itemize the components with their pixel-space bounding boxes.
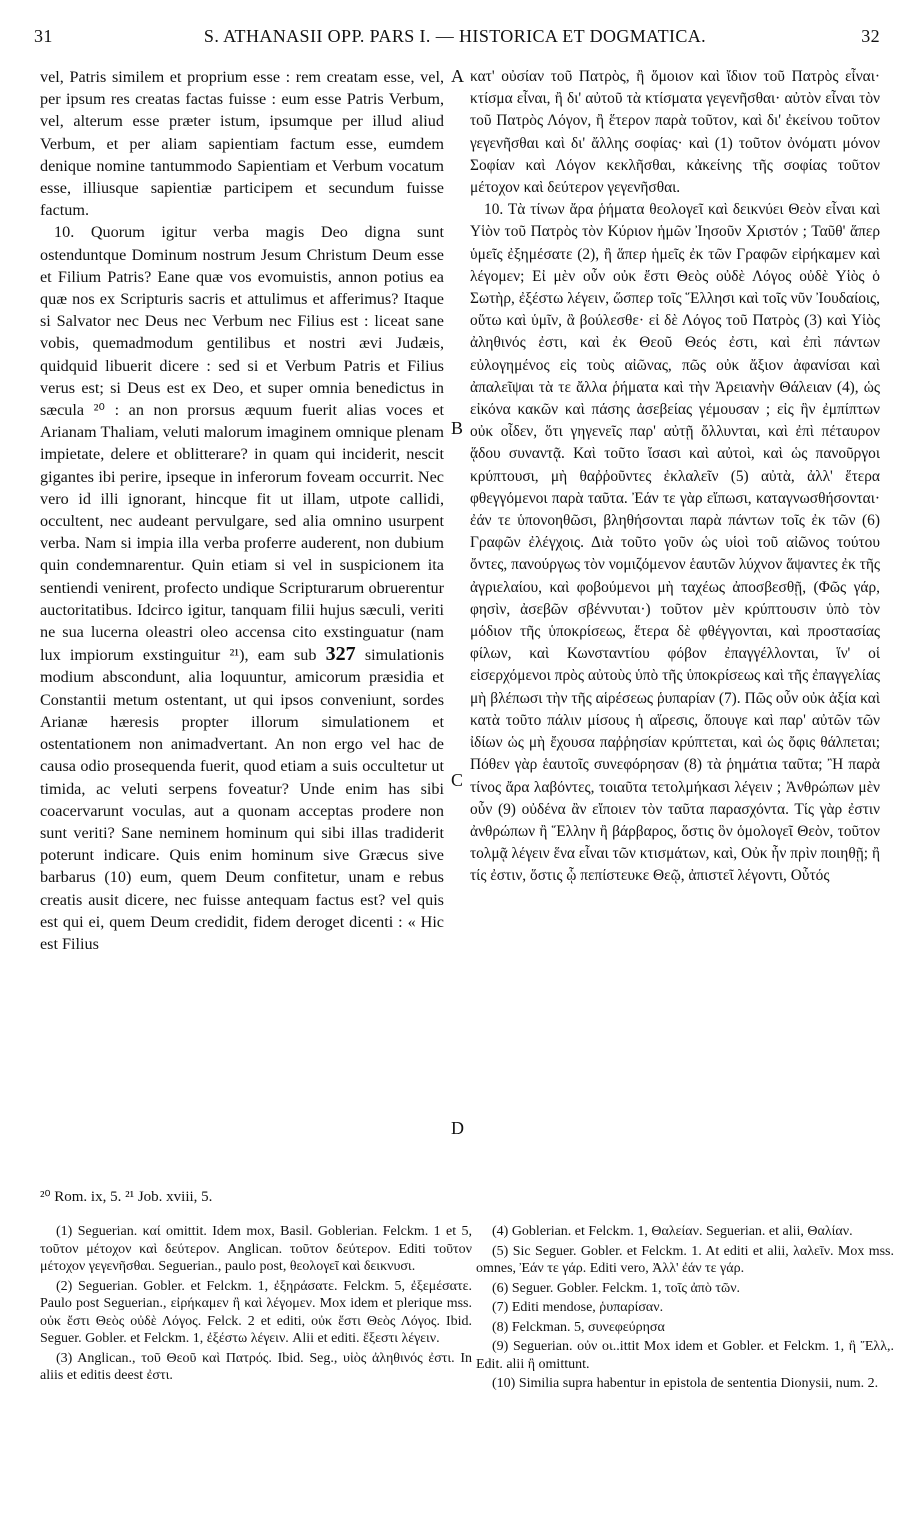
page-number-left: 31: [34, 26, 53, 46]
greek-column: [470, 66, 880, 888]
greek-paragraph-2: 10. Τὰ τίνων ἄρα ῥήματα θεολογεῖ καὶ δεικνύει Θεὸν εἶναι καὶ Υἱὸν τοῦ Πατρὸς τὸν Κύριον ἡμῶν Ἰησοῦν Χριστόν ; Ταῦθ' ἅπερ ὑμεῖς ἐξημέσατε (2), ἢ ἅπερ ἡμεῖς ἐκ τῶν Γραφῶν εἰρήκαμεν καὶ λέγομεν; Εἰ μὲν οὖν οὐκ ἔστι Θεὸς οὐδὲ Λόγος οὐδὲ Υἱὸς ὁ Σωτὴρ, ἐξέστω λέγειν, ὥσπερ τοῖς Ἕλλησι καὶ τοῖς νῦν Ἰουδαίοις, οὕτω καὶ ὑμῖν, ἃ βούλεσθε· εἰ δὲ Λόγος τοῦ Πατρὸς (3) καὶ Υἱὸς ἀληθινός ἐστι, καὶ ἐκ Θεοῦ Θεός ἐστι, καὶ ἐπὶ πάντων εὐλογημένος εἰς τοὺς αἰῶνας, πῶς οὐκ ἄξιον ἀφανίσαι καὶ ἀπαλεῖψαι τὰ τε ἄλλα ῥήματα καὶ τὴν Ἀρειανὴν Θάλειαν (4), ὡς εἰκόνα κακῶν καὶ πάσης ἀσεβείας γέμουσαν ; εἰς ἣν ἐμπίπτων οὐκ οἶδεν, ὅτι γηγενεῖς παρ' αὐτῇ ὄλλυνται, καὶ ἐπὶ πέταυρον ᾅδου συναντᾷ. Καὶ τοῦτο ἴσασι καὶ αὐτοὶ, καὶ ὡς πανοῦργοι κρύπτουσι, μὴ θαῤῥοῦντες ἐκλαλεῖν (5) αὐτὰ, ἀλλ' ἕτερα φθεγγόμενοι παρὰ ταῦτα. Ἐάν τε γὰρ εἴπωσι, καταγνωσθήσονται· ἐάν τε ὑπονοηθῶσι, βληθήσονται παρὰ πάντων τοῖς ἐκ τῶν (6) Γραφῶν ἐλέγχοις. Διὰ τοῦτο γοῦν ὡς υἱοὶ τοῦ αἰῶνος τούτου ὄντες, πανούργως τὸν νομιζόμενον ἑαυτῶν λύχνον ἅψαντες ἐκ τῆς ἀγριελαίου, καὶ φοβούμενοι μὴ ταχέως ἀποσβεσθῇ, (Φῶς γάρ, φησὶν, ἀσεβῶν σβέννυται·) τοῦτον μὲν κρύπτουσιν ὑπὸ τὸν μόδιον τῆς ὑποκρίσεως, ἕτερα δὲ φθέγγονται, καὶ προστασίας φίλων, καὶ Κωνσταντίου φόβον ἐπαγγέλλονται, ἵν' οἱ εἰσερχόμενοι πρὸς αὐτοὺς ὑπὸ τῆς ὑποκρίσεως καὶ τῆς ἐπαγγελίας μὴ βλέπωσι τὴν τῆς αἱρέσεως ῥυπαρίαν (7). Πῶς οὖν οὐκ ἀξία καὶ κατὰ τοῦτο πάλιν μίσους ἡ αἵρεσις, ὅπουγε καὶ παρ' αὐτῶν τῶν ἰδίων ὡς μὴ ἔχουσα παῤῥησίαν κρύπτεται, καὶ ὡς ὄφις θάλπεται; Πόθεν γὰρ ἑαυτοῖς συνεφόρησαν (8) τὰ ῥημάτια ταῦτα; Ἢ παρὰ τίνος ἄρα λαβόντες, τοιαῦτα τετολμήκασι λέγειν ; Ἀνθρώπων μὲν οὖν (9) οὐδένα ἂν εἴποιεν τὸν ταῦτα παρασχόντα. Τίς γὰρ ἐστιν ἀνθρώπων ἢ Ἕλλην ἢ βάρβαρος, ὅστις ὃν ὁμολογεῖ Θεὸν, τοῦτον τολμᾷ λέγειν ἕνα εἶναι τῶν κτισμάτων, καὶ, Οὐκ ἦν πρὶν ποιηθῇ; ἢ τίς ἐστιν, ὅστις ᾧ πεπίστευκε Θεῷ, ἀπιστεῖ λέγοντι, Οὗτός: [470, 201, 880, 885]
critical-notes-left: [40, 1223, 472, 1387]
latin-paragraph-1: vel, Patris similem et proprium esse : rem creatam esse, vel, per ipsum res creatas factas fuisse : eum esse Patris Verbum, vel, alterum esse præter istum, ipsumque per illud aliud Verbum, et per aliam sapientiam factum esse, eumdem denique nomine tantummodo Sapientiam et Verbum vocatum esse, illiusque sapientiæ participem et secundum fuisse factum.: [40, 68, 444, 220]
note-4: (4) Goblerian. et Felckm. 1, Θαλείαν. Seguerian. et alii, Θαλίαν.: [492, 1224, 853, 1239]
note-8: (8) Felckman. 5, συνεφεύρησα: [492, 1319, 665, 1335]
margin-letter-c: C: [451, 770, 464, 790]
note-5: (5) Sic Seguer. Gobler. et Felckm. 1. At editi et alii, λαλεῖν. Mox mss. omnes, Ἐάν τε γάρ. Editi vero, Ἀλλ' ἐάν τε γάρ.: [476, 1243, 894, 1276]
page-number-right: 32: [861, 26, 880, 46]
note-7: (7) Editi mendose, ῥυπαρίσαν.: [492, 1300, 664, 1315]
margin-letter-d: D: [451, 1118, 464, 1138]
latin-paragraph-2: [40, 221, 444, 955]
margin-letter-b: B: [451, 418, 464, 438]
latin-paragraph-2a: 10. Quorum igitur verba magis Deo digna sunt ostenduntque Dominum nostrum Jesum Christum Deum esse et Filium Patris? Eane quæ vos evomuistis, annon potius ea quæ nos ex Scripturis sacris et attulimus et afferimus? Itaque si Salvator nec Deus nec Verbum nec Filius est : liceat sane vobis, quemadmodum gentilibus et nostri ævi Judæis, quidquid libuerit dicere : sed si et Verbum Patris et Filius verus est; si Deus est ex Deo, et super omnia benedictus in sæcula ²⁰ : an non prorsus æquum fuerit alias voces et Arianam Thaliam, veluti malorum imaginem omnique plenam impietate, delere et oblitterare? in quam qui inciderit, nescit gigantes ibi perire, ipseque in inferorum foveam occurrit. Nec vero id illi ignorant, hincque fit ut illam, utpote callidi, occultent, nec audeant pervulgare, sed alia omnino usurpent verba. Nam si impia illa verba proferre auderent, non dubium quin condemnarentur. Quin etiam si vel in suspicionem ita sentiendi venirent, profecto undique Scripturarum obruerentur auctoritatibus. Idcirco igitur, tanquam filii hujus sæculi, veriti ne sua lucerna oleastri oleo accensa cito exstinguatur (nam lux impiorum exstinguitur ²¹), eam sub: [40, 223, 444, 665]
greek-paragraph-1: κατ' οὐσίαν τοῦ Πατρὸς, ἢ ὅμοιον καὶ ἴδιον τοῦ Πατρὸς εἶναι· κτίσμα εἶναι, ἢ δι' αὐτοῦ τὰ κτίσματα γεγενῆσθαι· αὐτὸν εἶναι τὸν τοῦ Πατρὸς Λόγον, ἢ ἕτερον παρὰ τοῦτον, καὶ δι' ἐκείνου τοῦτον γεγενῆσθαι καὶ δι' ἄλλης σοφίας· καὶ (1) τοῦτον ὀνόματι μόνον Σοφίαν καὶ Λόγον κεκλῆσθαι, κἀκείνης τῆς σοφίας τοῦτον μέτοχον καὶ δεύτερον γεγενῆσθαι.: [470, 68, 880, 197]
edition-page-number: 327: [325, 643, 356, 666]
latin-column: [40, 66, 444, 955]
scripture-footnotes: ²⁰ Rom. ix, 5. ²¹ Job. xviii, 5.: [40, 1189, 213, 1205]
running-title: S. ATHANASII OPP. PARS I. — HISTORICA ET DOGMATICA.: [203, 26, 707, 46]
note-10: (10) Similia supra habentur in epistola de sententia Dionysii, num. 2.: [492, 1376, 879, 1391]
critical-notes-right: [476, 1223, 894, 1395]
running-header: [30, 26, 880, 54]
margin-letter-a: A: [451, 66, 464, 86]
note-3: (3) Anglican., τοῦ Θεοῦ καὶ Πατρός. Ibid. Seg., υἱὸς ἀληθινός ἐστι. In aliis et editis deest ἐστι.: [40, 1350, 472, 1383]
note-1: (1) Seguerian. καί omittit. Idem mox, Basil. Goblerian. Felckm. 1 et 5, τοῦτον μέτοχον καὶ δεύτερον. Anglican. τοῦτον δεύτερον. Editi τοῦτον μέτοχον γεγενῆσθαι. Seguerian., paulo post, θεολογεῖ καὶ δεικνυσι.: [40, 1224, 472, 1274]
note-6: (6) Seguer. Gobler. Felckm. 1, τοῖς ἀπὸ τῶν.: [492, 1280, 741, 1296]
note-2: (2) Seguerian. Gobler. et Felckm. 1, ἐξηράσατε. Felckm. 5, ἐξεμέσατε. Paulo post Seguerian., εἰρήκαμεν ἢ καὶ λέγομεν. Mox idem et plerique mss. οὐκ ἔστι Θεὸς οὐδὲ Λόγος. Felck. 2 et editi, οὐκ ἔστι Θεὸς Λόγος. Ibid. Seguer. Gobler. et Felckm. 1, ἐξέστω λέγειν. Alii et editi. ἔξεστι λέγειν.: [40, 1278, 472, 1346]
latin-paragraph-2b: simulationis modium abscondunt, alia loquuntur, amicorum præsidia et Constantii metum ostentant, ut qui ipsos conveniunt, sordes Arianæ hæresis propter illorum simulationem et ostentationem non animadvertant. An non ergo vel hac de causa odio prosequenda fuerit, quod etiam a suis occultetur ut timida, ac veluti serpens foveatur? Unde enim has sibi coacervarunt voculas, aut a quonam acceptas prodere non sunt veriti? Sane neminem hominum qui sibi illas tradiderit poterunt indicare. Quis enim hominum sive Græcus sive barbarus (10) eum, quem Deum confitetur, unam e rebus creatis ausit dicere, nec fuisse antequam factus est? vel quis est qui ei, quem Deum credidit, fidem deroget dicenti : « Hic est Filius: [40, 646, 445, 953]
note-9: (9) Seguerian. οὐν οι..ittit Mox idem et Gobler. et Felckm. 1, ἢ Ἕλλ,. Edit. alii ἢ omittunt.: [476, 1339, 894, 1372]
